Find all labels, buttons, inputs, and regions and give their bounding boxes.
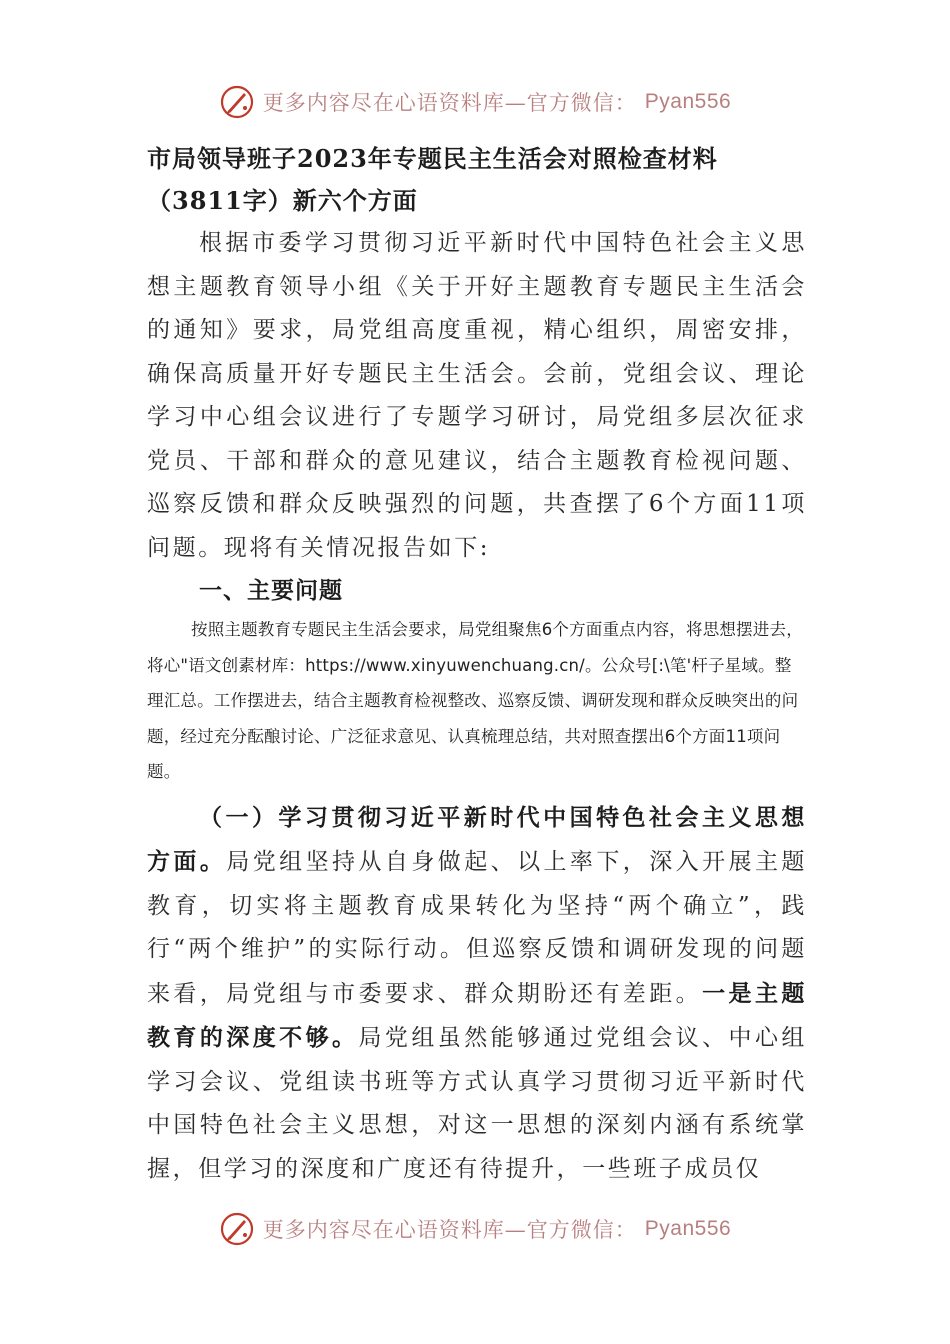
quill-logo-icon	[219, 84, 255, 120]
item-one-text-b: 局党组虽然能够通过党组会议、中心组学习会议、党组读书班等方式认真学习贯彻习近平新时代中国特色社会主义思想，对这一思想的深刻内涵有系统掌握，但学习的深度和广度还有待提升，一些班子成员仅	[147, 1025, 807, 1182]
item-one-heading: （一）学习贯彻习近平新时代中国特色社会主义思想方面。	[147, 803, 807, 875]
section-body-paragraph: 按照主题教育专题民主生活会要求，局党组聚焦6个方面重点内容，将思想摆进去，将心"语文创素材库：https://www.xinyuwenchuang.cn/。公众号[:\笔'杆子星域。整理汇总。工作摆进去，结合主题教育检视整改、巡察反馈、调研发现和群众反映突出的问题，经过充分酝酿讨论、广泛征求意见、认真梳理总结，共对照查摆出6个方面11项问题。	[147, 620, 803, 781]
watermark-footer	[0, 1207, 950, 1251]
document-body	[147, 138, 807, 1191]
document-title: 市局领导班子2023年专题民主生活会对照检查材料（3811字）新六个方面	[147, 144, 718, 215]
watermark-text: 更多内容尽在心语资料库—官方微信：	[262, 1218, 637, 1242]
item-one-text-a: 局党组坚持从自身做起、以上率下，深入开展主题教育，切实将主题教育成果转化为坚持“两个确立”，践行“两个维护”的实际行动。但巡察反馈和调研发现的问题来看，局党组与市委要求、群众期盼还有差距。	[147, 849, 807, 1007]
watermark-wechat-id: Pyan556	[644, 1217, 732, 1240]
intro-paragraph: 根据市委学习贯彻习近平新时代中国特色社会主义思想主题教育领导小组《关于开好主题教育专题民主生活会的通知》要求，局党组高度重视，精心组织，周密安排，确保高质量开好专题民主生活会。会前，党组会议、理论学习中心组会议进行了专题学习研讨，局党组多层次征求党员、干部和群众的意见建议，结合主题教育检视问题、巡察反馈和群众反映强烈的问题，共查摆了6个方面11项问题。现将有关情况报告如下:	[147, 230, 807, 561]
quill-logo-icon	[219, 1211, 255, 1247]
item-one-bold-point: 一是主题教育的深度不够。	[147, 979, 807, 1051]
section-heading: 一、主要问题	[199, 577, 343, 604]
watermark-text: 更多内容尽在心语资料库—官方微信：	[262, 91, 637, 115]
item-one-paragraph	[147, 796, 807, 1192]
watermark-wechat-id: Pyan556	[644, 90, 732, 113]
watermark-header	[0, 80, 950, 124]
